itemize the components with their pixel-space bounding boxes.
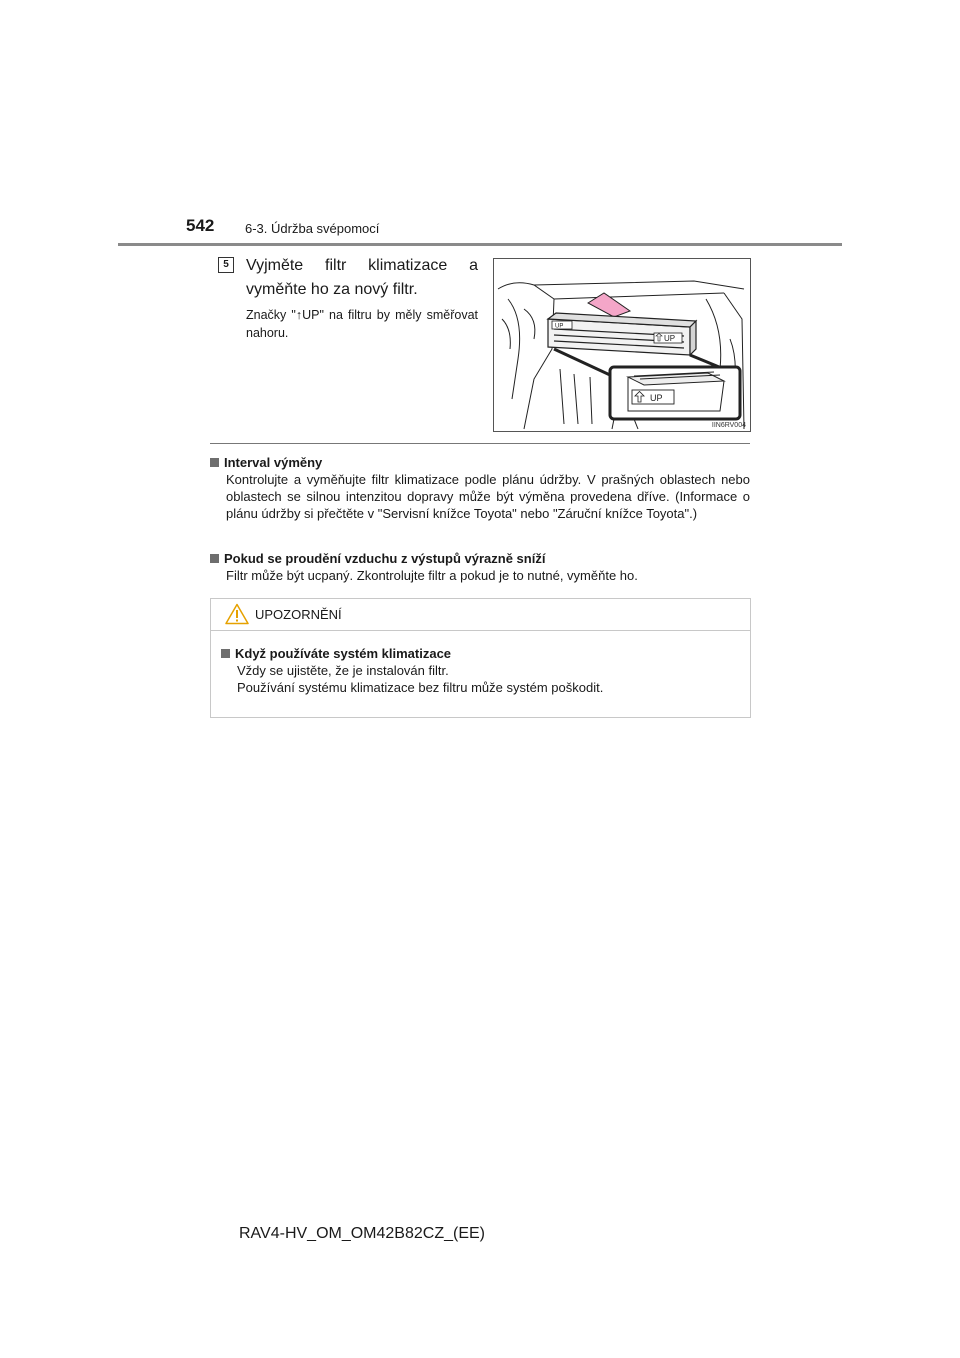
bullet-square-icon [210, 554, 219, 563]
header-divider [118, 243, 842, 246]
info-heading-text: Pokud se proudění vzduchu z výstupů výrazně sníží [224, 551, 546, 566]
info-heading [210, 454, 750, 471]
info-section-interval [210, 454, 750, 522]
warning-line: Vždy se ujistěte, že je instalován filtr. [237, 663, 449, 678]
filter-up-label-small: UP [555, 323, 564, 330]
warning-header [211, 599, 750, 631]
warning-heading [221, 645, 740, 662]
filter-up-label-medium: UP [664, 334, 676, 343]
warning-triangle-icon [225, 603, 249, 625]
step-instruction: Vyjměte filtr klimatizace a vyměňte ho za nový filtr. [246, 257, 478, 298]
section-divider [210, 443, 750, 444]
bullet-square-icon [210, 458, 219, 467]
warning-box [210, 598, 751, 718]
bullet-square-icon [221, 649, 230, 658]
document-code: RAV4-HV_OM_OM42B82CZ_(EE) [239, 1225, 485, 1242]
info-section-airflow [210, 550, 750, 584]
warning-body [221, 645, 740, 696]
warning-line: Používání systému klimatizace bez filtru může systém poškodit. [237, 680, 604, 695]
warning-heading-text: Když používáte systém klimatizace [235, 646, 452, 661]
filter-illustration [493, 258, 751, 432]
info-heading [210, 550, 750, 567]
step-note: Značky "↑UP" na filtru by měly směřovat nahoru. [246, 308, 478, 340]
info-text: Filtr může být ucpaný. Zkontrolujte filtr a pokud je to nutné, vyměňte ho. [226, 568, 638, 583]
figure-id: IIN6RV004 [711, 422, 746, 429]
filter-up-label-large: UP [650, 393, 663, 403]
info-text: Kontrolujte a vyměňujte filtr klimatizace podle plánu údržby. V prašných oblastech nebo oblastech se silnou intenzitou dopravy může být výměna provedena dříve. (Informace o plánu údržby si přečtěte v "Servisní knížce Toyota" nebo "Záruční knížce Toyota".) [226, 472, 750, 521]
section-title: 6-3. Údržba svépomocí [245, 221, 380, 236]
info-heading-text: Interval výměny [224, 455, 323, 470]
filter-illustration-drawing [494, 259, 750, 431]
page-number: 542 [186, 216, 215, 235]
warning-title: UPOZORNĚNÍ [255, 607, 342, 622]
step-number-badge: 5 [218, 257, 234, 273]
